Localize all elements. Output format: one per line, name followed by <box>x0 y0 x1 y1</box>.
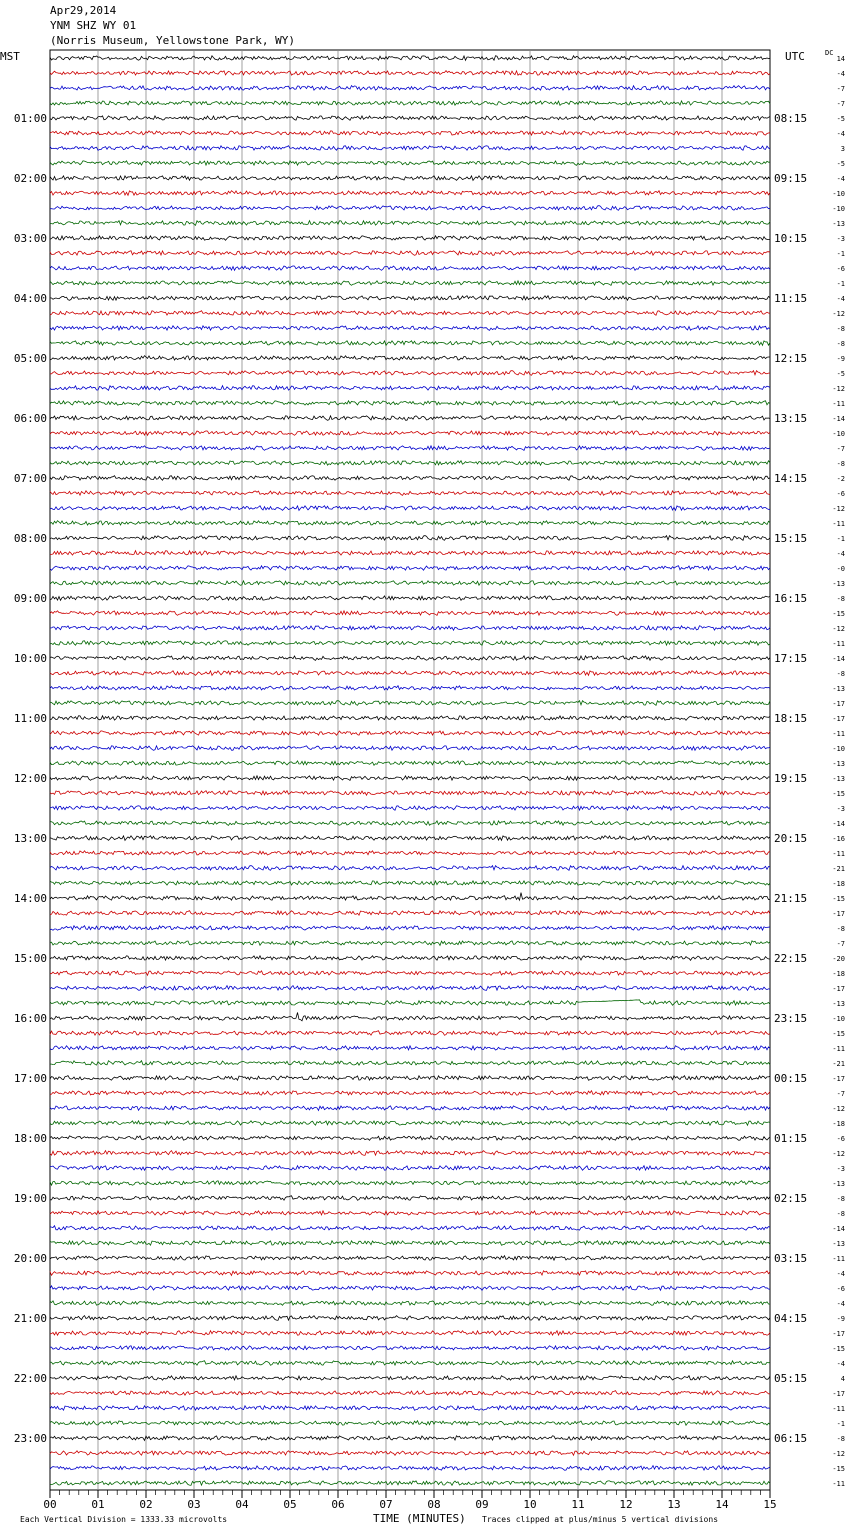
dc-offset-label: -4 <box>836 295 845 303</box>
trace-row-56 <box>50 893 770 901</box>
dc-offset-label: -13 <box>832 1000 845 1008</box>
dc-offset-label: -11 <box>832 640 845 648</box>
dc-offset-label: -4 <box>836 1360 845 1368</box>
left-hour-label: 19:00 <box>13 1192 47 1205</box>
dc-offset-label: -7 <box>836 85 845 93</box>
dc-offset-label: -11 <box>832 400 845 408</box>
dc-offset-label: -7 <box>836 940 845 948</box>
trace-row-25 <box>50 431 770 435</box>
dc-offset-label: -5 <box>836 115 845 123</box>
trace-row-69 <box>50 1091 770 1095</box>
dc-offset-label: -14 <box>832 820 845 828</box>
trace-row-82 <box>50 1286 770 1291</box>
dc-offset-label: -21 <box>832 1060 845 1068</box>
dc-offset-label: -17 <box>832 1390 845 1398</box>
trace-row-21 <box>50 371 770 376</box>
dc-offset-label: -3 <box>836 235 845 243</box>
dc-offset-label: -8 <box>836 670 845 678</box>
trace-row-12 <box>50 236 770 241</box>
dc-offset-label: -15 <box>832 610 845 618</box>
right-hour-label: 08:15 <box>774 112 808 125</box>
left-hour-label: 05:00 <box>13 352 47 365</box>
left-hour-label: 10:00 <box>13 652 47 665</box>
left-hour-label: 03:00 <box>13 232 47 245</box>
left-hour-label: 04:00 <box>13 292 47 305</box>
dc-offset-label: -15 <box>832 1465 845 1473</box>
dc-offset-label: -4 <box>836 1270 845 1278</box>
x-tick-label: 15 <box>763 1498 777 1511</box>
dc-offset-label: -8 <box>836 925 845 933</box>
trace-row-87 <box>50 1361 770 1365</box>
dc-offset-label: -13 <box>832 220 845 228</box>
trace-row-49 <box>50 791 770 796</box>
dc-offset-label: -11 <box>832 730 845 738</box>
dc-offset-label: -17 <box>832 985 845 993</box>
trace-row-54 <box>50 866 770 871</box>
trace-row-10 <box>50 206 770 211</box>
right-hour-label: 21:15 <box>774 892 808 905</box>
trace-row-66 <box>50 1046 770 1050</box>
dc-offset-label: -15 <box>832 1030 845 1038</box>
trace-row-30 <box>50 506 770 511</box>
trace-row-45 <box>50 731 770 735</box>
dc-offset-label: -3 <box>836 1165 845 1173</box>
left-hour-label: 08:00 <box>13 532 47 545</box>
dc-offset-label: -17 <box>832 700 845 708</box>
left-hour-label: 21:00 <box>13 1312 47 1325</box>
dc-offset-label: -13 <box>832 685 845 693</box>
trace-row-61 <box>50 971 770 976</box>
dc-offset-label: 14 <box>836 55 845 63</box>
dc-offset-label: -17 <box>832 1330 845 1338</box>
dc-offset-label: -1 <box>836 280 845 288</box>
trace-row-42 <box>50 686 770 690</box>
left-timezone-label: MST <box>0 50 20 63</box>
dc-offset-label: -7 <box>836 445 845 453</box>
trace-row-91 <box>50 1421 770 1426</box>
trace-row-26 <box>50 446 770 451</box>
right-hour-label: 05:15 <box>774 1372 808 1385</box>
trace-row-62 <box>50 986 770 991</box>
dc-offset-label: -15 <box>832 1345 845 1353</box>
trace-row-80 <box>50 1256 770 1260</box>
x-tick-label: 13 <box>667 1498 681 1511</box>
left-hour-label: 15:00 <box>13 952 47 965</box>
dc-offset-label: -7 <box>836 100 845 108</box>
dc-offset-label: -4 <box>836 175 845 183</box>
x-tick-label: 04 <box>235 1498 249 1511</box>
dc-offset-label: -6 <box>836 490 845 498</box>
trace-row-39 <box>50 641 770 645</box>
dc-offset-label: -1 <box>836 250 845 258</box>
left-hour-label: 16:00 <box>13 1012 47 1025</box>
x-tick-label: 11 <box>571 1498 585 1511</box>
dc-offset-label: -3 <box>836 805 845 813</box>
right-hour-label: 18:15 <box>774 712 808 725</box>
trace-row-43 <box>50 701 770 706</box>
dc-offset-label: -18 <box>832 880 845 888</box>
trace-row-74 <box>50 1166 770 1171</box>
right-hour-label: 22:15 <box>774 952 808 965</box>
dc-offset-label: 3 <box>840 145 845 153</box>
scale-note: Each Vertical Division = 1333.33 microvolts <box>20 1515 228 1524</box>
trace-row-17 <box>50 311 770 316</box>
trace-row-1 <box>50 71 770 76</box>
trace-row-68 <box>50 1076 770 1081</box>
trace-row-86 <box>50 1346 770 1351</box>
dc-offset-label: -17 <box>832 910 845 918</box>
right-hour-label: 13:15 <box>774 412 808 425</box>
dc-offset-label: -13 <box>832 760 845 768</box>
dc-offset-label: -12 <box>832 1450 845 1458</box>
x-axis-title: TIME (MINUTES) <box>373 1512 466 1525</box>
x-tick-label: 10 <box>523 1498 537 1511</box>
trace-row-90 <box>50 1406 770 1411</box>
dc-offset-label: -12 <box>832 1150 845 1158</box>
x-tick-label: 08 <box>427 1498 441 1511</box>
trace-row-31 <box>50 521 770 525</box>
dc-offset-label: -8 <box>836 325 845 333</box>
trace-row-53 <box>50 851 770 855</box>
dc-offset-label: -17 <box>832 1075 845 1083</box>
dc-offset-label: -12 <box>832 310 845 318</box>
right-hour-label: 20:15 <box>774 832 808 845</box>
trace-row-41 <box>50 671 770 676</box>
dc-offset-label: -9 <box>836 355 845 363</box>
trace-row-59 <box>50 941 770 946</box>
trace-row-63 <box>50 1000 770 1005</box>
x-tick-label: 07 <box>379 1498 393 1511</box>
trace-row-33 <box>50 551 770 555</box>
x-tick-label: 02 <box>139 1498 153 1511</box>
left-hour-label: 12:00 <box>13 772 47 785</box>
right-hour-label: 09:15 <box>774 172 808 185</box>
trace-row-29 <box>50 491 770 496</box>
dc-offset-label: -8 <box>836 340 845 348</box>
trace-row-71 <box>50 1121 770 1126</box>
dc-offset-label: -13 <box>832 775 845 783</box>
dc-offset-label: -4 <box>836 70 845 78</box>
trace-row-55 <box>50 881 770 886</box>
left-hour-label: 07:00 <box>13 472 47 485</box>
trace-row-88 <box>50 1376 770 1380</box>
dc-offset-label: -14 <box>832 415 845 423</box>
right-hour-label: 06:15 <box>774 1432 808 1445</box>
trace-row-23 <box>50 401 770 406</box>
right-hour-label: 12:15 <box>774 352 808 365</box>
trace-row-94 <box>50 1466 770 1471</box>
dc-offset-label: -16 <box>832 835 845 843</box>
clip-note: Traces clipped at plus/minus 5 vertical divisions <box>482 1515 719 1524</box>
trace-row-64 <box>50 1013 770 1021</box>
trace-row-4 <box>50 116 770 121</box>
trace-row-6 <box>50 146 770 151</box>
dc-offset-label: -20 <box>832 955 845 963</box>
trace-row-32 <box>50 536 770 541</box>
dc-offset-label: -11 <box>832 850 845 858</box>
left-hour-label: 18:00 <box>13 1132 47 1145</box>
trace-row-60 <box>50 956 770 961</box>
dc-offset-label: -10 <box>832 205 845 213</box>
dc-offset-label: -11 <box>832 520 845 528</box>
trace-row-5 <box>50 131 770 136</box>
x-tick-label: 14 <box>715 1498 729 1511</box>
trace-row-27 <box>50 461 770 466</box>
trace-row-77 <box>50 1211 770 1215</box>
dc-offset-label: -8 <box>836 1195 845 1203</box>
dc-offset-label: -8 <box>836 460 845 468</box>
trace-row-75 <box>50 1181 770 1186</box>
trace-row-67 <box>50 1061 770 1066</box>
dc-column-label: DC <box>825 49 834 57</box>
right-hour-label: 14:15 <box>774 472 808 485</box>
trace-row-79 <box>50 1241 770 1246</box>
right-hour-label: 16:15 <box>774 592 808 605</box>
trace-row-35 <box>50 581 770 586</box>
trace-row-47 <box>50 761 770 766</box>
dc-offset-label: -18 <box>832 970 845 978</box>
dc-offset-label: -11 <box>832 1045 845 1053</box>
trace-row-16 <box>50 296 770 301</box>
dc-offset-label: -8 <box>836 1210 845 1218</box>
left-hour-label: 09:00 <box>13 592 47 605</box>
x-tick-label: 12 <box>619 1498 633 1511</box>
dc-offset-label: -12 <box>832 505 845 513</box>
dc-offset-label: -11 <box>832 1405 845 1413</box>
right-hour-label: 19:15 <box>774 772 808 785</box>
dc-offset-label: -5 <box>836 370 845 378</box>
trace-row-24 <box>50 416 770 421</box>
trace-row-65 <box>50 1031 770 1036</box>
trace-row-58 <box>50 926 770 931</box>
dc-offset-label: -14 <box>832 655 845 663</box>
trace-row-22 <box>50 386 770 391</box>
dc-offset-label: -21 <box>832 865 845 873</box>
right-hour-label: 00:15 <box>774 1072 808 1085</box>
trace-row-3 <box>50 101 770 106</box>
trace-row-85 <box>50 1331 770 1336</box>
trace-row-28 <box>50 476 770 481</box>
trace-row-92 <box>50 1436 770 1441</box>
dc-offset-label: -6 <box>836 265 845 273</box>
right-hour-label: 02:15 <box>774 1192 808 1205</box>
trace-row-38 <box>50 626 770 631</box>
trace-row-46 <box>50 746 770 751</box>
dc-offset-label: -10 <box>832 190 845 198</box>
x-tick-label: 03 <box>187 1498 201 1511</box>
trace-row-76 <box>50 1196 770 1200</box>
left-hour-label: 02:00 <box>13 172 47 185</box>
trace-row-19 <box>50 341 770 346</box>
left-hour-label: 23:00 <box>13 1432 47 1445</box>
trace-row-34 <box>50 566 770 571</box>
left-hour-label: 14:00 <box>13 892 47 905</box>
dc-offset-label: -8 <box>836 595 845 603</box>
dc-offset-label: -0 <box>836 565 845 573</box>
trace-row-84 <box>50 1316 770 1321</box>
right-hour-label: 23:15 <box>774 1012 808 1025</box>
trace-row-48 <box>50 776 770 781</box>
dc-offset-label: -12 <box>832 625 845 633</box>
trace-row-8 <box>50 176 770 181</box>
right-hour-label: 11:15 <box>774 292 808 305</box>
trace-row-52 <box>50 836 770 841</box>
x-tick-label: 06 <box>331 1498 345 1511</box>
dc-offset-label: -11 <box>832 1255 845 1263</box>
trace-row-9 <box>50 191 770 196</box>
dc-offset-label: -2 <box>836 475 845 483</box>
dc-offset-label: -11 <box>832 1480 845 1488</box>
dc-offset-label: -6 <box>836 1135 845 1143</box>
trace-row-70 <box>50 1106 770 1111</box>
trace-row-51 <box>50 821 770 825</box>
dc-offset-label: -7 <box>836 1090 845 1098</box>
trace-row-95 <box>50 1481 770 1486</box>
trace-row-89 <box>50 1391 770 1396</box>
trace-row-78 <box>50 1226 770 1231</box>
dc-offset-label: -10 <box>832 1015 845 1023</box>
right-hour-label: 17:15 <box>774 652 808 665</box>
left-hour-label: 20:00 <box>13 1252 47 1265</box>
x-tick-label: 00 <box>43 1498 57 1511</box>
dc-offset-label: -6 <box>836 1285 845 1293</box>
station-location: (Norris Museum, Yellowstone Park, WY) <box>50 34 296 47</box>
dc-offset-label: -4 <box>836 550 845 558</box>
trace-row-18 <box>50 326 770 331</box>
left-hour-label: 11:00 <box>13 712 47 725</box>
dc-offset-label: -1 <box>836 535 845 543</box>
trace-row-72 <box>50 1136 770 1141</box>
trace-row-0 <box>50 56 770 61</box>
dc-offset-label: -15 <box>832 895 845 903</box>
trace-row-37 <box>50 611 770 616</box>
trace-row-11 <box>50 221 770 226</box>
x-tick-label: 05 <box>283 1498 297 1511</box>
dc-offset-label: -12 <box>832 1105 845 1113</box>
trace-row-83 <box>50 1301 770 1306</box>
trace-row-15 <box>50 281 770 286</box>
chart-date: Apr29,2014 <box>50 4 117 17</box>
trace-row-50 <box>50 806 770 810</box>
trace-row-14 <box>50 266 770 270</box>
dc-offset-label: -10 <box>832 430 845 438</box>
dc-offset-label: -13 <box>832 580 845 588</box>
trace-row-44 <box>50 716 770 721</box>
trace-row-73 <box>50 1151 770 1156</box>
left-hour-label: 01:00 <box>13 112 47 125</box>
dc-offset-label: -4 <box>836 130 845 138</box>
trace-row-81 <box>50 1271 770 1276</box>
right-hour-label: 03:15 <box>774 1252 808 1265</box>
right-hour-label: 10:15 <box>774 232 808 245</box>
dc-offset-label: -4 <box>836 1300 845 1308</box>
trace-row-13 <box>50 251 770 256</box>
dc-offset-label: -17 <box>832 715 845 723</box>
dc-offset-label: -8 <box>836 1435 845 1443</box>
left-hour-label: 17:00 <box>13 1072 47 1085</box>
dc-offset-label: -5 <box>836 160 845 168</box>
station-code: YNM SHZ WY 01 <box>50 19 137 32</box>
trace-row-93 <box>50 1451 770 1456</box>
dc-offset-label: -15 <box>832 790 845 798</box>
right-timezone-label: UTC <box>785 50 805 63</box>
x-tick-label: 01 <box>91 1498 105 1511</box>
trace-row-7 <box>50 161 770 166</box>
dc-offset-label: -13 <box>832 1180 845 1188</box>
dc-offset-label: -14 <box>832 1225 845 1233</box>
trace-row-40 <box>50 656 770 660</box>
dc-offset-label: -9 <box>836 1315 845 1323</box>
right-hour-label: 04:15 <box>774 1312 808 1325</box>
dc-offset-label: 4 <box>840 1375 845 1383</box>
x-tick-label: 09 <box>475 1498 489 1511</box>
trace-row-2 <box>50 86 770 91</box>
dc-offset-label: -13 <box>832 1240 845 1248</box>
right-hour-label: 15:15 <box>774 532 808 545</box>
dc-offset-label: -18 <box>832 1120 845 1128</box>
left-hour-label: 06:00 <box>13 412 47 425</box>
dc-offset-label: -1 <box>836 1420 845 1428</box>
trace-row-36 <box>50 596 770 600</box>
trace-row-20 <box>50 356 770 360</box>
trace-row-57 <box>50 911 770 916</box>
left-hour-label: 22:00 <box>13 1372 47 1385</box>
right-hour-label: 01:15 <box>774 1132 808 1145</box>
dc-offset-label: -12 <box>832 385 845 393</box>
dc-offset-label: -10 <box>832 745 845 753</box>
left-hour-label: 13:00 <box>13 832 47 845</box>
